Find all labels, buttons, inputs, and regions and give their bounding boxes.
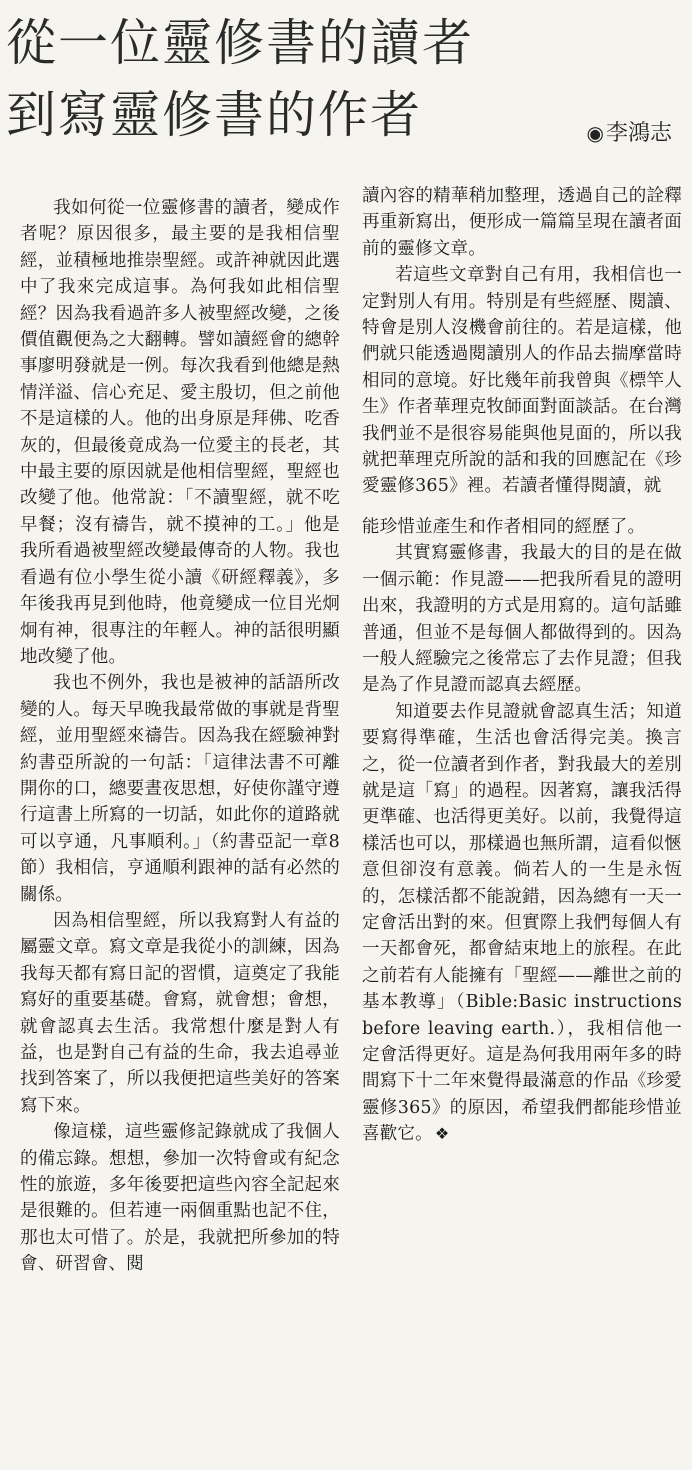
body-paragraph: 其實寫靈修書，我最大的目的是在做一個示範：作見證——把我所看見的證明出來，我證明的方式是用寫的。這句話雖普通，但並不是每個人都做得到的。因為一般人經驗完之後常忘了去作見證；但我是為了作見證而認真去經歷。 — [362, 543, 682, 696]
body-paragraph-text: 知道要去作見證就會認真生活；知道要寫得準確，生活也會活得完美。換言之，從一位讀者到作者，對我最大的差別就是這「寫」的過程。因著寫，讓我活得更準確、也活得更美好。以前，我覺得這樣活也可以，那樣過也無所謂，這看似愜意但卻沒有意義。倘若人的一生是永恆的，怎樣活都不能說錯，因為總有一天一定會活出對的來。但實際上我們每個人有一天都會死，都會結束地上的旅程。在此之前若有人能擁有「聖經——離世之前的基本教導」（Bible:Basic instructions before leaving earth.），我相信他一定會活得更好。這是為何我用兩年多的時間寫下十二年來覺得最滿意的作品《珍愛靈修365》的原因，希望我們都能珍惜並喜歡它。 — [362, 701, 682, 1145]
body-paragraph: 讀內容的精華稍加整理，透過自己的詮釋再重新寫出，便形成一篇篇呈現在讀者面前的靈修文章。 — [362, 186, 682, 259]
article-column-right — [362, 183, 682, 1462]
body-paragraph-last — [362, 699, 682, 1148]
body-paragraph: 我如何從一位靈修書的讀者，變成作者呢？原因很多，最主要的是我相信聖經，並積極地推崇聖經。或許神就因此選中了我來完成這事。為何我如此相信聖經？因為我看過許多人被聖經改變，之後價值觀便為之大翻轉。譬如讀經會的總幹事廖明發就是一例。每次我看到他總是熱情洋溢、信心充足、愛主殷切，但之前他不是這樣的人。他的出身原是拜佛、吃香灰的，但最後竟成為一位愛主的長老，其中最主要的原因就是他相信聖經，聖經也改變了他。他常說：「不讀聖經，就不吃早餐；沒有禱告，就不摸神的工。」他是我所看過被聖經改變最傳奇的人物。我也看過有位小學生從小讀《研經釋義》，多年後我再見到他時，他竟變成一位目光炯炯有神，很專注的年輕人。神的話很明顯地改變了他。 — [20, 198, 340, 667]
byline — [587, 116, 672, 147]
article-column-left — [20, 195, 340, 1462]
column-divider — [351, 190, 352, 1440]
article-title-line-2: 到寫靈修書的作者 — [6, 86, 422, 144]
body-paragraph: 因為相信聖經，所以我寫對人有益的屬靈文章。寫文章是我從小的訓練，因為我每天都有寫日記的習慣，這奠定了我能寫好的重要基礎。會寫，就會想；會想，就會認真去生活。我常想什麼是對人有益，也是對自己有益的生命，我去追尋並找到答案了，所以我便把這些美好的答案寫下來。 — [20, 910, 340, 1116]
end-mark-icon: ❖ — [434, 1124, 450, 1144]
body-paragraph: 能珍惜並產生和作者相同的經歷了。 — [362, 516, 646, 537]
author-name: 李鴻志 — [605, 121, 672, 146]
byline-bullet-icon: ◉ — [586, 121, 604, 145]
body-paragraph: 像這樣，這些靈修記錄就成了我個人的備忘錄。想想，參加一次特會或有紀念性的旅遊，多年後要把這些內容全記起來是很難的。但若連一兩個重點也記不住，那也太可惜了。於是，我就把所參加的特會、研習會、閱 — [20, 1122, 340, 1275]
body-paragraph: 我也不例外，我也是被神的話語所改變的人。每天早晚我最常做的事就是背聖經，並用聖經來禱告。因為我在經驗神對約書亞所說的一句話：「這律法書不可離開你的口，總要晝夜思想，好使你謹守遵行這書上所寫的一切話，如此你的道路就可以亨通，凡事順利。」（約書亞記一章8節）我相信，亨通順利跟神的話有必然的關係。 — [20, 673, 340, 905]
body-paragraph: 若這些文章對自己有用，我相信也一定對別人有用。特別是有些經歷、閱讀、特會是別人沒機會前往的。若是這樣，他們就只能透過閱讀別人的作品去揣摩當時相同的意境。好比幾年前我曾與《標竿人生》作者華理克牧師面對面談話。在台灣我們並不是很容易能與他見面的，所以我就把華理克所說的話和我的回應記在《珍愛靈修365》裡。若讀者懂得閱讀，就 — [362, 265, 682, 497]
headline — [0, 0, 692, 180]
article-title-line-1: 從一位靈修書的讀者 — [6, 14, 474, 72]
